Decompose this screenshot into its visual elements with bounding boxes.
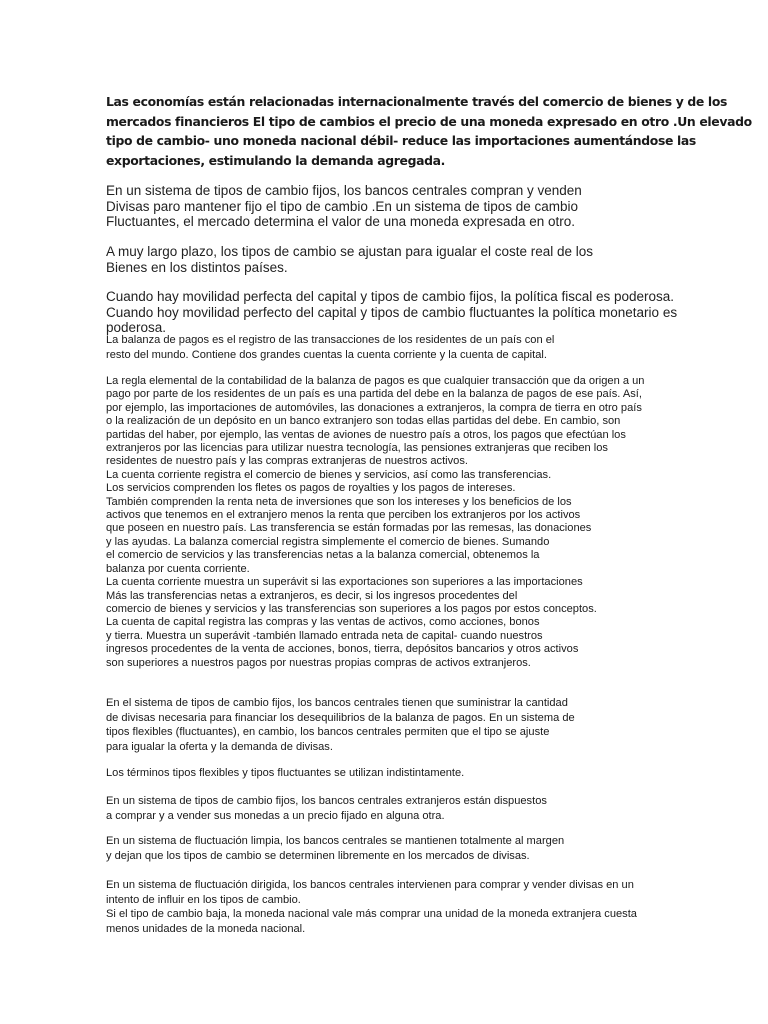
- paragraph-capital-mobility: [106, 289, 677, 336]
- text-line: mercados financieros El tipo de cambios el precio de una moneda expresado en otro .Un elevado: [106, 113, 752, 129]
- paragraph-balance-intro: [106, 333, 554, 362]
- text-line: También comprenden la renta neta de inversiones que son los intereses y los beneficios de los: [106, 495, 572, 508]
- text-line: extranjeros por las licencias para utilizar nuestra tecnología, las pensiones extranjeras que reciben los: [106, 442, 608, 455]
- text-line: son superiores a nuestros pagos por nuestras propias compras de activos extranjeros.: [106, 656, 531, 669]
- text-line: La cuenta de capital registra las compras y las ventas de activos, como acciones, bonos: [106, 616, 540, 629]
- text-line: residentes de nuestro país y las compras extranjeras de nuestros activos.: [106, 455, 468, 468]
- paragraph-foreign-banks: [106, 794, 547, 823]
- text-line: intento de influir en los tipos de cambio.: [106, 893, 301, 906]
- paragraph-clean-float: [106, 834, 564, 863]
- text-line: tipos flexibles (fluctuantes), en cambio, los bancos centrales permiten que el tipo se ajuste: [106, 726, 550, 739]
- text-line: menos unidades de la moneda nacional.: [106, 922, 306, 935]
- text-line: Los servicios comprenden los fletes os pagos de royalties y los pagos de intereses.: [106, 482, 516, 495]
- text-line: En un sistema de tipos de cambio fijos, los bancos centrales compran y venden: [106, 183, 582, 198]
- text-line: Fluctuantes, el mercado determina el valor de una moneda expresada en otro.: [106, 214, 576, 230]
- text-line: Los términos tipos flexibles y tipos fluctuantes se utilizan indistintamente.: [106, 767, 465, 779]
- text-line: exportaciones, estimulando la demanda agregada.: [106, 152, 446, 168]
- text-line: Cuando hay movilidad perfecta del capital y tipos de cambio fijos, la política fiscal es poderosa.: [106, 289, 675, 304]
- text-line: de divisas necesaria para financiar los desequilibrios de la balanza de pagos. En un sistema de: [106, 711, 575, 724]
- paragraph-fixed-system: [106, 696, 575, 754]
- text-line: En un sistema de fluctuación limpia, los bancos centrales se mantienen totalmente al margen: [106, 835, 565, 847]
- text-line: y tierra. Muestra un superávit -también llamado entrada neta de capital- cuando nuestros: [106, 629, 543, 642]
- text-line: para igualar la oferta y la demanda de divisas.: [106, 740, 333, 753]
- text-line: Cuando hoy movilidad perfecto del capital y tipos de cambio fluctuantes la política monetario es: [106, 304, 678, 320]
- paragraph-long-term: [106, 244, 593, 275]
- paragraph-terms: [106, 766, 464, 781]
- text-line: balanza por cuenta corriente.: [106, 562, 250, 575]
- text-line: La cuenta corriente muestra un superávit si las exportaciones son superiores a las importaciones: [106, 576, 583, 589]
- text-line: En un sistema de tipos de cambio fijos, los bancos centrales extranjeros están dispuestos: [106, 795, 547, 807]
- paragraph-managed-float: [106, 878, 637, 936]
- text-line: por ejemplo, las importaciones de automóviles, las donaciones a extranjeros, la compra de tierra en otro país: [106, 401, 642, 414]
- text-line: Las economías están relacionadas internacionalmente través del comercio de bienes y de los: [106, 94, 728, 109]
- text-line: En un sistema de fluctuación dirigida, los bancos centrales intervienen para comprar y vender divisas en un: [106, 879, 634, 891]
- text-line: el comercio de servicios y las transferencias netas a la balanza comercial, obtenemos la: [106, 549, 540, 562]
- text-line: comercio de bienes y servicios y las transferencias son superiores a los pagos por estos conceptos.: [106, 602, 597, 615]
- text-line: ingresos procedentes de la venta de acciones, bonos, tierra, depósitos bancarios y otros activos: [106, 643, 579, 656]
- text-line: pago por parte de los residentes de un país es una partida del debe en la balanza de pagos de ese país. Así,: [106, 388, 642, 401]
- text-line: Más las transferencias netas a extranjeros, es decir, si los ingresos procedentes del: [106, 589, 518, 602]
- text-line: La balanza de pagos es el registro de las transacciones de los residentes de un país con el: [106, 334, 555, 346]
- text-line: tipo de cambio- uno moneda nacional débil- reduce las importaciones aumentándose las: [106, 133, 696, 149]
- text-line: y las ayudas. La balanza comercial registra simplemente el comercio de bienes. Sumando: [106, 535, 550, 548]
- text-line: poderosa.: [106, 320, 167, 336]
- text-line: A muy largo plazo, los tipos de cambio se ajustan para igualar el coste real de los: [106, 244, 594, 259]
- text-line: que poseen en nuestro país. Las transferencia se están formadas por las remesas, las donaciones: [106, 522, 592, 535]
- paragraph-fixed-floating: [106, 183, 582, 230]
- text-line: a comprar y a vender sus monedas a un precio fijado en alguna otra.: [106, 809, 445, 822]
- text-line: La cuenta corriente registra el comercio de bienes y servicios, así como las transferencias.: [106, 468, 552, 481]
- text-line: resto del mundo. Contiene dos grandes cuentas la cuenta corriente y la cuenta de capital.: [106, 348, 547, 361]
- text-line: Si el tipo de cambio baja, la moneda nacional vale más comprar una unidad de la moneda extranjera cuesta: [106, 908, 637, 921]
- intro-paragraph: [106, 92, 752, 170]
- text-line: En el sistema de tipos de cambio fijos, los bancos centrales tienen que suministrar la cantidad: [106, 697, 568, 709]
- paragraph-accounting-rule: [106, 375, 644, 670]
- text-line: o la realización de un depósito en un banco extranjero son todas ellas partidas del debe. En cambio, son: [106, 415, 621, 428]
- text-line: activos que tenemos en el extranjero menos la renta que perciben los extranjeros por los activos: [106, 509, 581, 522]
- text-line: partidas del haber, por ejemplo, las ventas de aviones de nuestro país a otros, los pagos que efectúan los: [106, 428, 626, 441]
- text-line: Divisas paro mantener fijo el tipo de cambio .En un sistema de tipos de cambio: [106, 198, 578, 214]
- text-line: La regla elemental de la contabilidad de la balanza de pagos es que cualquier transacción que da origen a un: [106, 375, 645, 387]
- text-line: Bienes en los distintos países.: [106, 259, 288, 275]
- text-line: y dejan que los tipos de cambio se determinen libremente en los mercados de divisas.: [106, 849, 530, 862]
